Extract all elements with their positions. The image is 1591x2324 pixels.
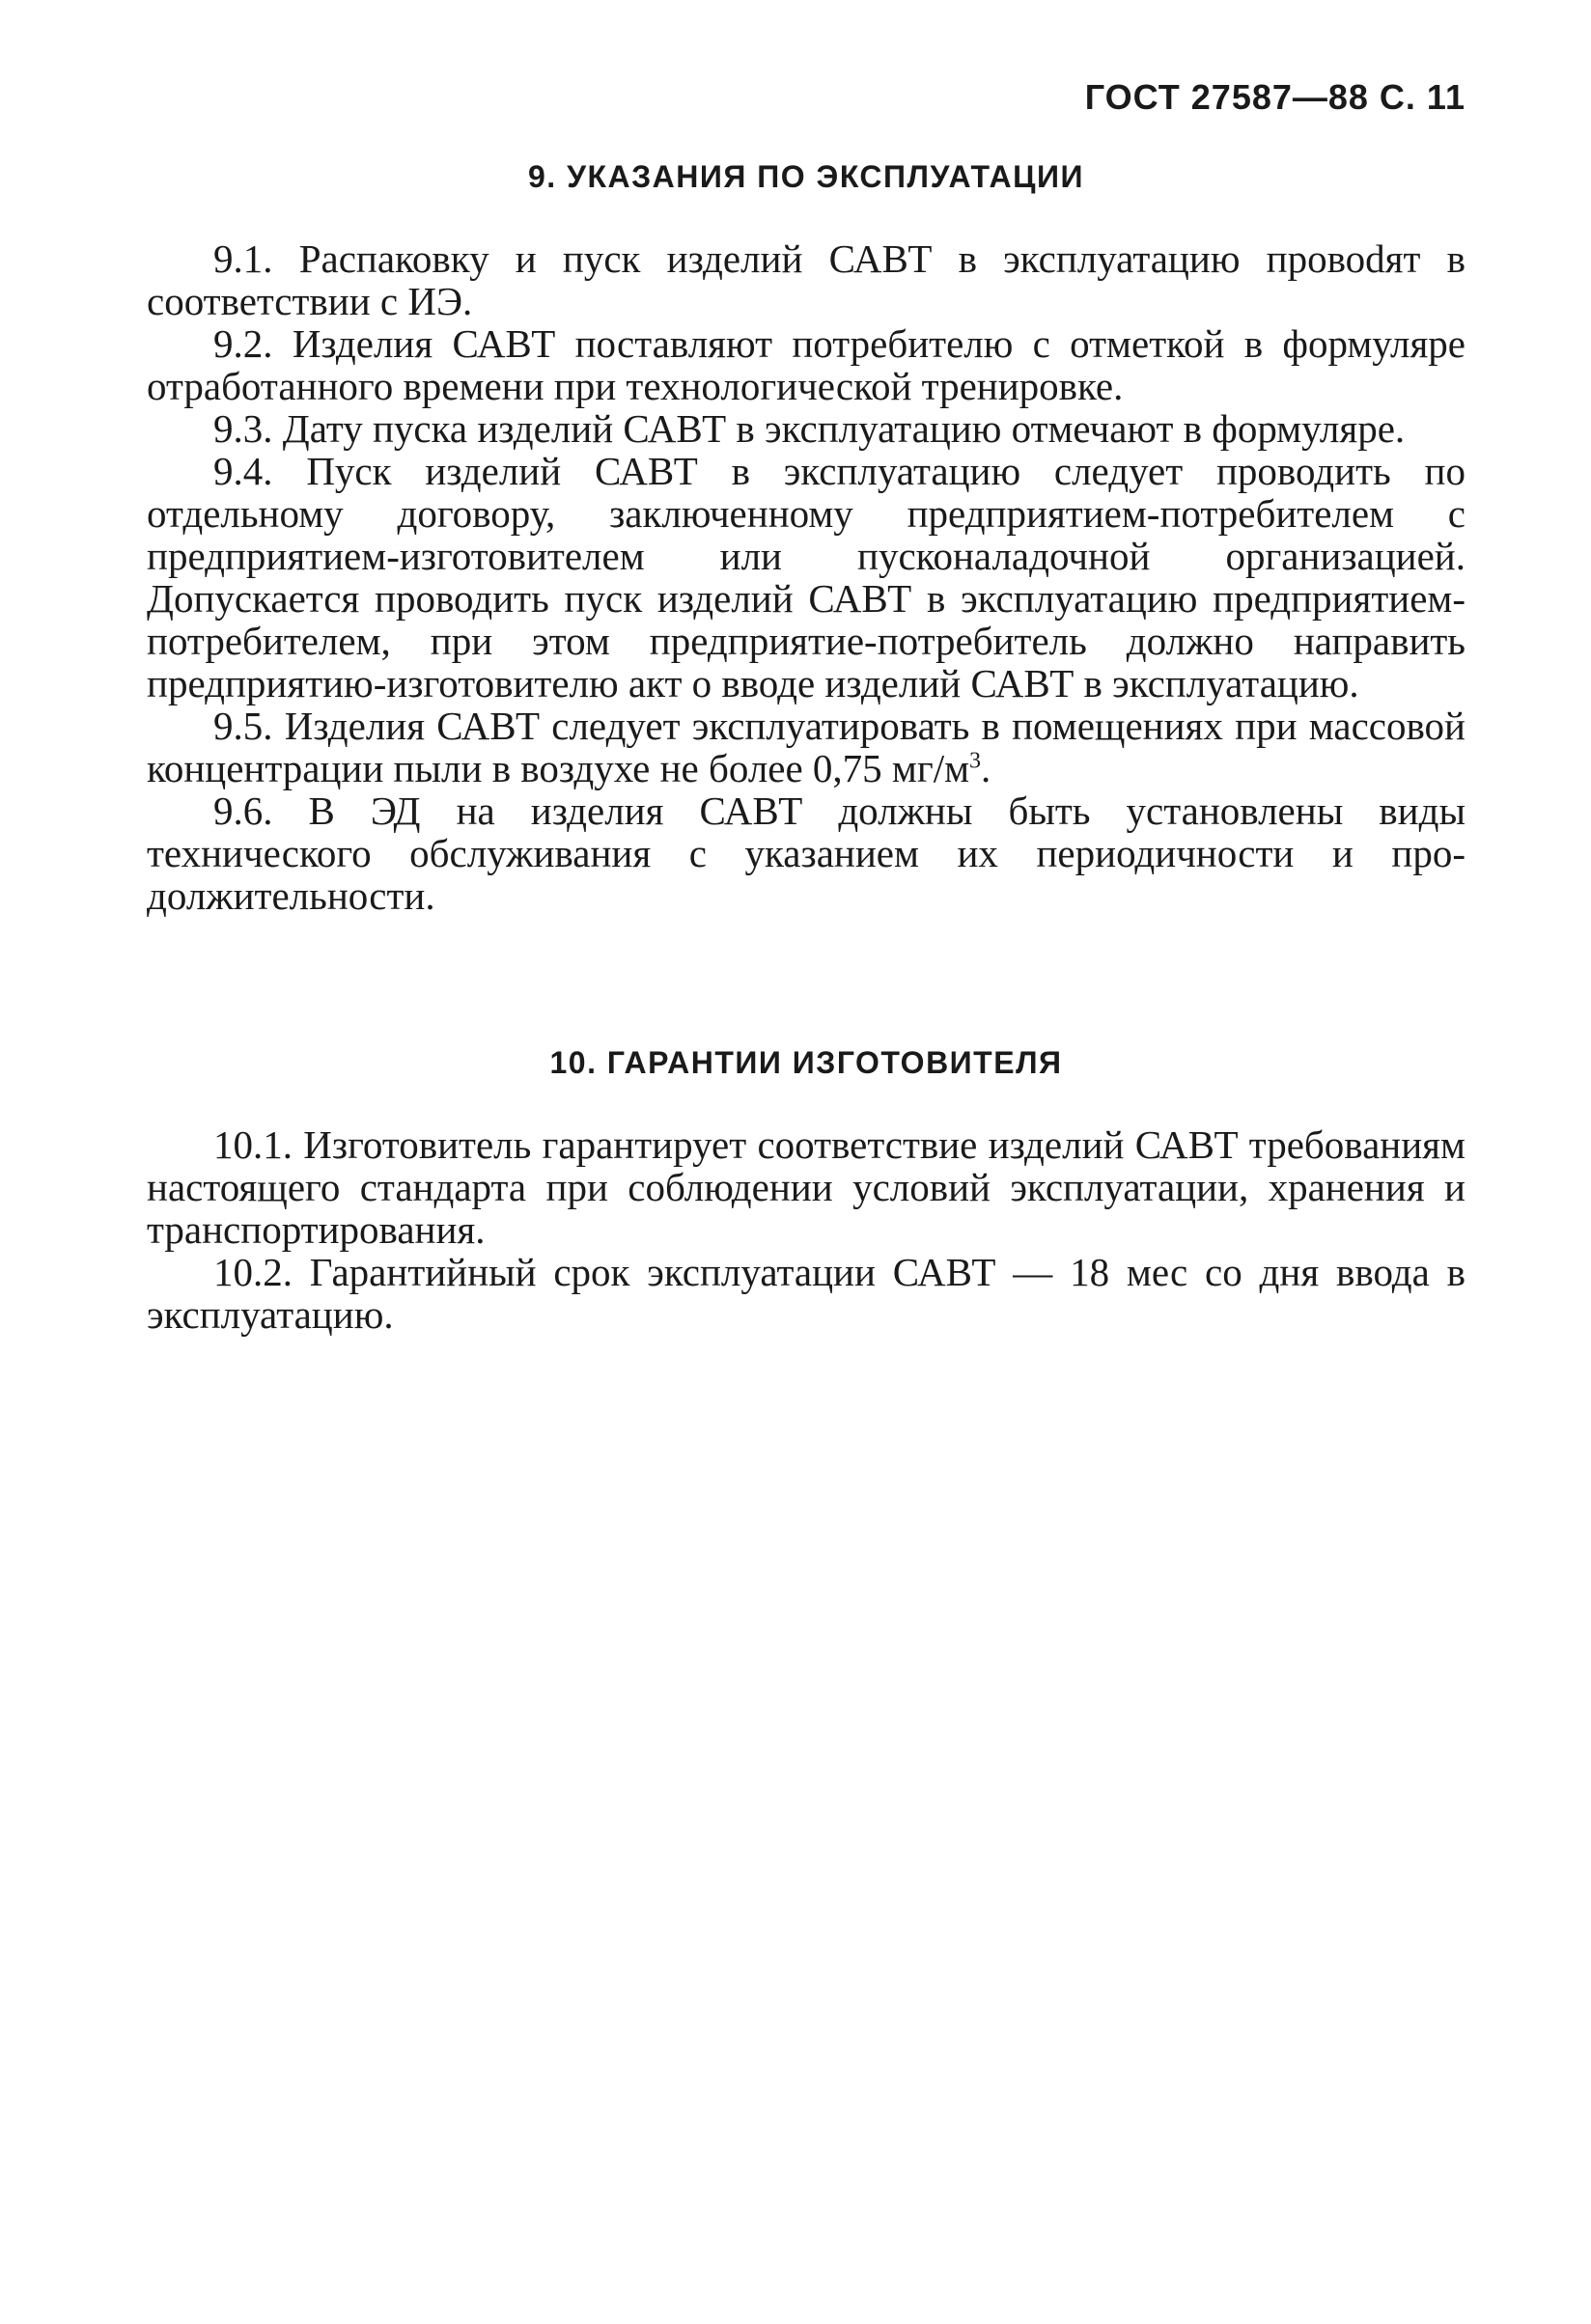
paragraph-10-1: 10.1. Изготовитель гарантирует соответствие изделий САВТ требованиям настоящего стандарта при соблюдении условий эксплуатации, хранения и транспортирования.: [147, 1122, 1465, 1252]
paragraph-9-2: 9.2. Изделия САВТ поставляют потребителю с отметкой в формуляре отработанного времени при технологической тренировке.: [147, 321, 1465, 408]
paragraph-9-5: [147, 705, 1465, 789]
superscript-cubed: 3: [969, 748, 982, 774]
paragraph-9-1: 9.1. Распаковку и пуск изделий САВТ в эксплуатацию провоdят в соответствии с ИЭ.: [147, 236, 1465, 323]
section-title: 9. УКАЗАНИЯ ПО ЭКСПЛУАТАЦИИ: [527, 159, 1085, 194]
paragraph-9-6: 9.6. В ЭД на изделия САВТ должны быть установлены виды технического обслуживания с указанием их периодичности и продолжительности.: [147, 788, 1465, 918]
paragraph-9-5-text: 9.5. Изделия САВТ следует эксплуатировать в помещениях при массовой концентрации пыли в воздухе не более 0,75 мг/м: [147, 704, 1465, 790]
paragraph-9-4: 9.4. Пуск изделий САВТ в эксплуатацию следует проводить по отдельному договору, заключенному предприятием-потребителем с предприятием-изготовителем или пусконаладочной организацией. Допускается проводить пуск изделий САВТ в эксплуатацию предприятием-потребителем, при этом предприятие-потребитель должно направить предприятию-изготовителю акт о вводе изделий САВТ в эксплуатацию.: [147, 449, 1465, 706]
section-manufacturer-warranty: [147, 1042, 1465, 1336]
section-title: 10. ГАРАНТИИ ИЗГОТОВИТЕЛЯ: [549, 1045, 1063, 1080]
paragraph-10-2: 10.2. Гарантийный срок эксплуатации САВТ — 18 мес со дня ввода в эксплуатацию.: [147, 1250, 1465, 1337]
running-header: ГОСТ 27587—88 С. 11: [1084, 77, 1465, 117]
paragraph-9-5-end: .: [981, 746, 991, 790]
section-operating-instructions: [147, 156, 1465, 917]
paragraph-9-3: 9.3. Дату пуска изделий САВТ в эксплуатацию отмечают в формуляре.: [213, 406, 1406, 451]
